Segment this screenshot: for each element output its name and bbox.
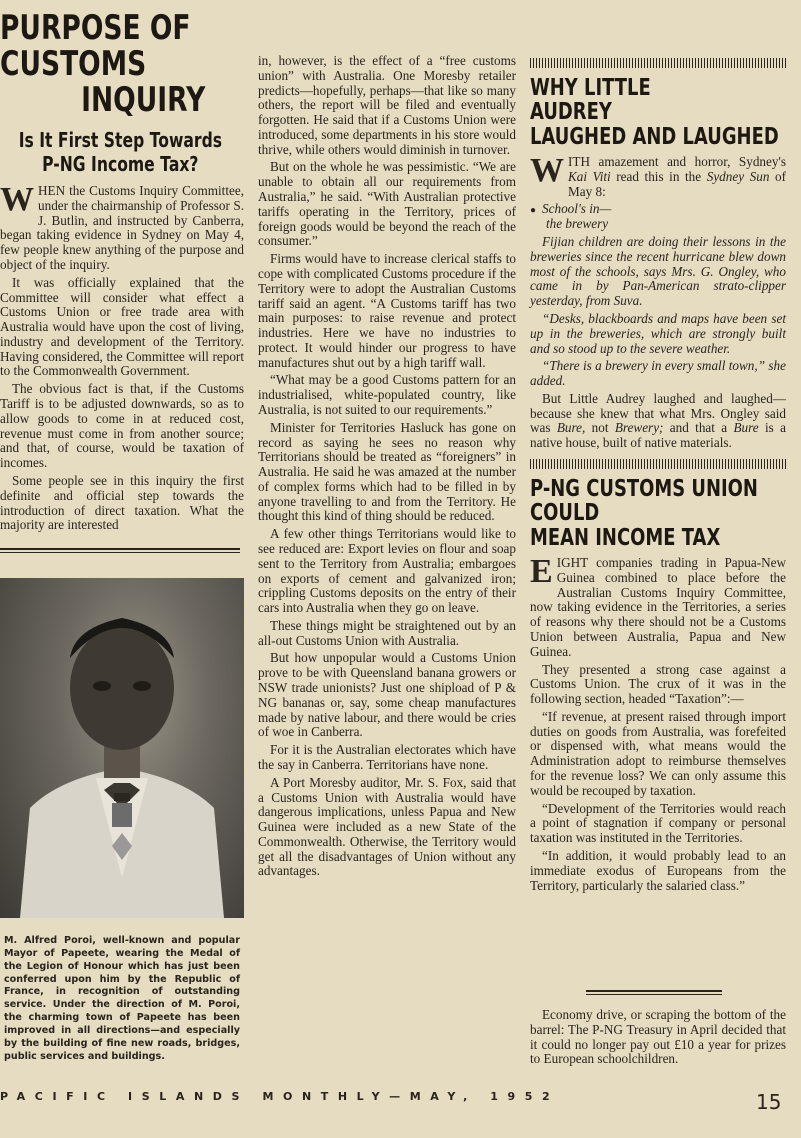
customs-union-headline-line2: COULD bbox=[530, 500, 600, 527]
drop-cap: W bbox=[0, 181, 34, 219]
article-paragraph: EIGHT companies trading in Papua-New Guinea combined to place before the Australian Customs Inquiry Committee, now taking evidence in the Territories, a series of reasons why there should not be a Customs Union between Australia, Papua and New Guinea. bbox=[530, 553, 786, 659]
article-paragraph: A Port Moresby auditor, Mr. S. Fox, said that a Customs Union with Australia would have dangerous implications, unless Papua and New Guinea were included as a new State of the Commonwealth. Otherwise, the Territory would get all the disadvantages of Union without any advantages. bbox=[258, 774, 516, 879]
article-paragraph: “In addition, it would probably lead to an immediate exodus of Europeans from the Territory, particularly the salaried class.” bbox=[530, 847, 786, 893]
article-paragraph: But Little Audrey laughed and laughed—because she knew that what Mrs. Ongley said was Bure, not Brewery; and that a Bure is a native house, built of native materials. bbox=[530, 390, 786, 451]
quote-paragraph: Fijian children are doing their lessons in the breweries since the recent hurricane blew down most of the schools, says Mrs. G. Ongley, who came in by Pan-American strato-clipper yesterday, from Suva. bbox=[530, 234, 786, 309]
article-paragraph: “If revenue, at present raised through import duties on goods from Australia, was forefeited or dispensed with, what means would the Administration adopt to reimburse themselves for the revenue loss? We can only assume this would be recouped by taxation. bbox=[530, 708, 786, 798]
article-paragraph: Firms would have to increase clerical staffs to cope with complicated Customs procedure if the Territory were to adopt the Australian Customs tariff said an agent. “A Customs tariff has two main purposes: to raise revenue and protect industries. Here we have no industries to protect. It would hinder our progress to have manufactures shut out by a high tariff wall. bbox=[258, 251, 516, 370]
middle-column bbox=[258, 54, 516, 882]
audrey-headline bbox=[530, 76, 787, 149]
audrey-headline-line1: WHY LITTLE bbox=[530, 75, 651, 101]
economy-note: Economy drive, or scraping the bottom of the barrel: The P-NG Treasury in April decided that it could no longer pay out £10 a year for prizes to European schoolchildren. bbox=[530, 1007, 786, 1067]
main-headline-line2: INQUIRY bbox=[81, 80, 206, 121]
drop-cap: W bbox=[530, 152, 564, 190]
quote-heading: ● School's in— the brewery bbox=[530, 201, 612, 232]
subheadline bbox=[0, 128, 234, 176]
article-paragraph: But on the whole he was pessimistic. “We are unable to obtain all our requirements from Australia,” he said. “With Australian protective tariffs operating in the Territory, prices of foreign goods would be beyond the reach of the consumer.” bbox=[258, 159, 516, 249]
customs-union-headline bbox=[530, 477, 787, 550]
article-paragraph: It was officially explained that the Committee will consider what effect a Customs Union or free trade area with Australia would have upon the cost of living, industry and development of the Territory. Having considered, the Committee will report to the Commonwealth Government. bbox=[0, 274, 244, 379]
article-paragraph: But how unpopular would a Customs Union prove to be with Queensland banana growers or NSW trade unionists? Just one shipload of P & NG bananas or, say, some cheap manufactures made by native labour, and there would be cries of woe in Canberra. bbox=[258, 650, 516, 740]
section-divider-middle bbox=[530, 459, 786, 469]
quote-paragraph: “Desks, blackboards and maps have been set up in the breweries, which are strongly built and so stood up to the severe weather. bbox=[530, 310, 786, 356]
article-paragraph: Some people see in this inquiry the first definite and official step towards the introduction of direct taxation. What the majority are interested bbox=[0, 472, 244, 533]
subheadline-line1: Is It First Step Towards bbox=[18, 128, 223, 153]
page-number: 15 bbox=[756, 1090, 782, 1114]
article-paragraph: “What may be a good Customs pattern for an industrialised, white-populated country, like Australia, is not suited to our requirements.” bbox=[258, 372, 516, 417]
right-column bbox=[530, 0, 786, 1067]
audrey-headline-line3: LAUGHED AND LAUGHED bbox=[530, 123, 779, 150]
left-column bbox=[0, 0, 244, 1062]
article-paragraph: The obvious fact is that, if the Customs Tariff is to be adjusted downwards, so as to allow goods to come in at reduced cost, revenue must come in from another source; and that, of course, would be taxation of incomes. bbox=[0, 381, 244, 471]
article-paragraph: A few other things Territorians would like to see reduced are: Export levies on flour and soap sent to the Territory from Australia; embargoes on exports of cement and galvanized iron; crippling Customs deposits on the entry of their cars into Australia when they go on leave. bbox=[258, 526, 516, 616]
note-divider bbox=[586, 990, 722, 995]
article-paragraph: For it is the Australian electorates which have the say in Canberra. Territorians have none. bbox=[258, 742, 516, 772]
photo-caption: M. Alfred Poroi, well-known and popular Mayor of Papeete, wearing the Medal of the Legion of Honour which has just been conferred upon him by the Republic of France, in recognition of outstanding service. Under the direction of M. Poroi, the charming town of Papeete has been improved in all directions—and especially by the building of fine new roads, bridges, public services and buildings. bbox=[4, 935, 240, 1062]
column-divider bbox=[0, 548, 240, 553]
article-paragraph: WITH amazement and horror, Sydney's Kai Viti read this in the Sydney Sun of May 8: bbox=[530, 152, 786, 199]
running-footer: PACIFIC ISLANDS MONTHLY—MAY, 1952 bbox=[0, 1090, 560, 1103]
subheadline-line2: P-NG Income Tax? bbox=[42, 152, 199, 177]
article-paragraph: “Development of the Territories would reach a point of stagnation if company or personal taxation was instituted in the Territories. bbox=[530, 800, 786, 846]
article-paragraph: Minister for Territories Hasluck has gone on record as saying he sees no reason why Territorians should be treated as “foreigners” in Australia. He said he was amazed at the number of complex forms which had to be filled in by anyone travelling to and from the Territory. He thought this kind of thing should be reduced. bbox=[258, 419, 516, 524]
audrey-headline-line2: AUDREY bbox=[530, 99, 612, 126]
customs-union-headline-line1: P-NG CUSTOMS UNION bbox=[530, 475, 758, 502]
quote-paragraph: “There is a brewery in every small town,” she added. bbox=[530, 358, 786, 389]
customs-union-headline-line3: MEAN INCOME TAX bbox=[530, 524, 721, 551]
main-headline bbox=[0, 8, 242, 121]
article-paragraph: in, however, is the effect of a “free customs union” with Australia. One Moresby retailer predicts—hopefully, perhaps—that like so many others, the report will be filed and eventually forgotten. He said that if a Customs Union were introduced, some departments in his store would thrive, while others would diminish in turnover. bbox=[258, 53, 516, 157]
drop-cap: E bbox=[530, 553, 553, 591]
main-headline-line1: PURPOSE OF CUSTOMS bbox=[0, 8, 191, 85]
portrait-silhouette bbox=[0, 578, 244, 918]
bullet-icon: ● bbox=[530, 205, 537, 217]
article-paragraph: These things might be straightened out by an all-out Customs Union with Australia. bbox=[258, 617, 516, 648]
article-paragraph: WHEN the Customs Inquiry Committee, under the chairmanship of Professor S. J. Butlin, and instructed by Canberra, began taking evidence in Sydney on May 4, few people knew anything of the purpose and object of the inquiry. bbox=[0, 181, 244, 272]
section-divider-top bbox=[530, 58, 786, 68]
article-paragraph: They presented a strong case against a Customs Union. The crux of it was in the following section, headed “Taxation”:— bbox=[530, 661, 786, 707]
portrait-photo bbox=[0, 578, 244, 918]
